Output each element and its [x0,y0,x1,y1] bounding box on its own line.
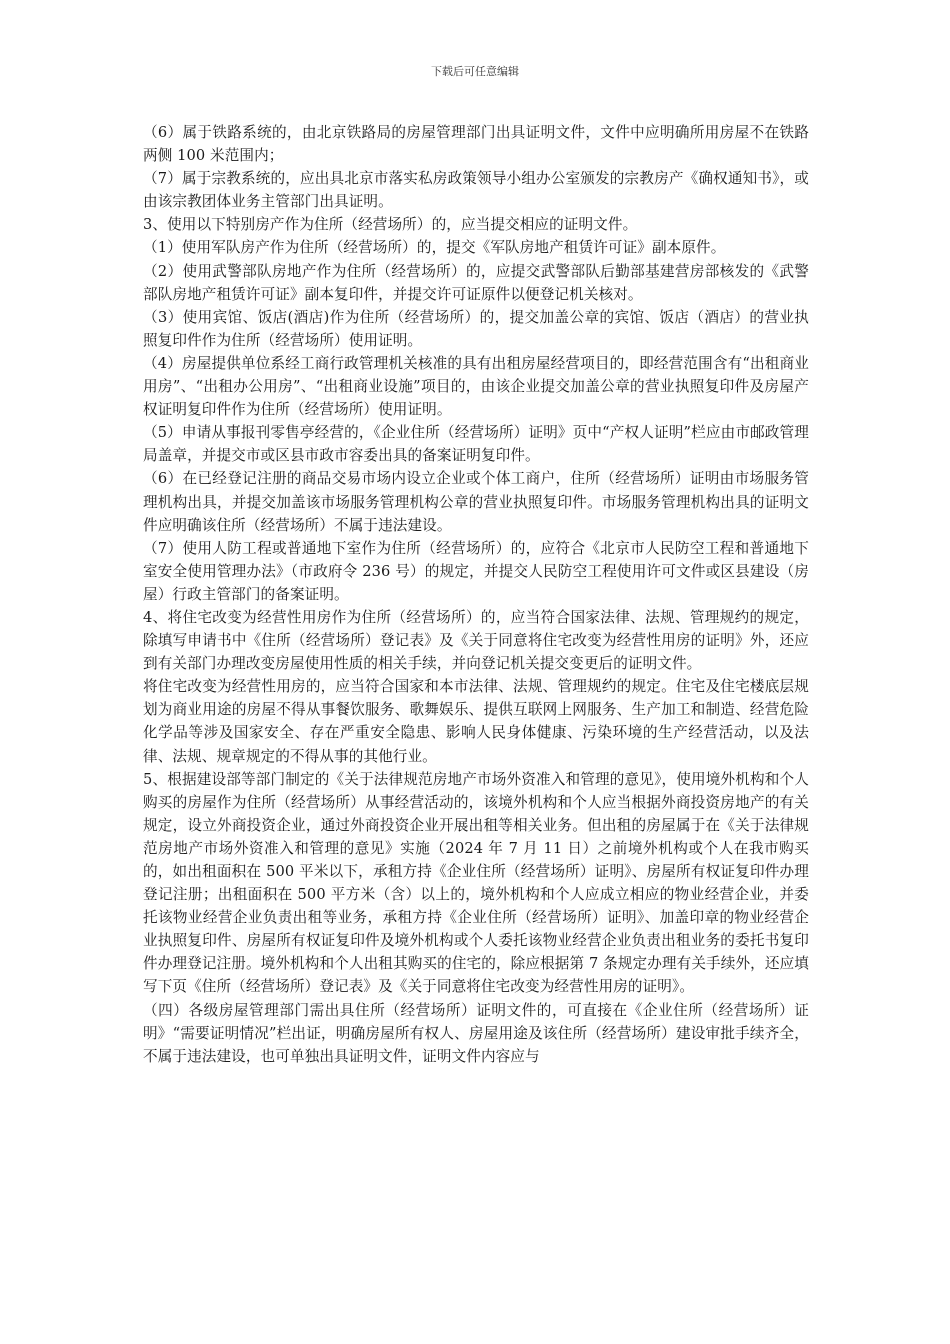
paragraph: （4）房屋提供单位系经工商行政管理机关核准的具有出租房屋经营项目的，即经营范围含有“出租商业用房”、“出租办公用房”、“出租商业设施”项目的，由该企业提交加盖公章的营业执照复印件及房屋产权证明复印件作为住所（经营场所）使用证明。 [143,354,809,419]
paragraph: 5、根据建设部等部门制定的《关于法律规范房地产市场外资准入和管理的意见》，使用境外机构和个人购买的房屋作为住所（经营场所）从事经营活动的，该境外机构和个人应当根据外商投资房地产的有关规定，设立外商投资企业，通过外商投资企业开展出租等相关业务。但出租的房屋属于在《关于法律规范房地产市场外资准入和管理的意见》实施（2024 年 7 月 11 日）之前境外机构或个人在我市购买的，如出租面积在 500 平米以下，承租方持《企业住所（经营场所）证明》、房屋所有权证复印件办理登记注册；出租面积在 500 平方米（含）以上的，境外机构和个人应成立相应的物业经营企业，并委托该物业经营企业负责出租等业务，承租方持《企业住所（经营场所）证明》、加盖印章的物业经营企业执照复印件、房屋所有权证复印件及境外机构或个人委托该物业经营企业负责出租业务的委托书复印件办理登记注册。境外机构和个人出租其购买的住宅的，除应根据第 7 条规定办理有关手续外，还应填写下页《住所（经营场所）登记表》及《关于同意将住宅改变为经营性用房的证明》。 [143,770,809,996]
paragraph: 4、将住宅改变为经营性用房作为住所（经营场所）的，应当符合国家法律、法规、管理规约的规定，除填写申请书中《住所（经营场所）登记表》及《关于同意将住宅改变为经营性用房的证明》外，还应到有关部门办理改变房屋使用性质的相关手续，并向登记机关提交变更后的证明文件。 [143,608,809,673]
paragraph: （5）申请从事报刊零售亭经营的，《企业住所（经营场所）证明》页中“产权人证明”栏应由市邮政管理局盖章，并提交市或区县市政市容委出具的备案证明复印件。 [143,424,809,465]
paragraph: （四）各级房屋管理部门需出具住所（经营场所）证明文件的，可直接在《企业住所（经营场所）证明》“需要证明情况”栏出证，明确房屋所有权人、房屋用途及该住所（经营场所）建设审批手续齐全，不属于违法建设，也可单独出具证明文件，证明文件内容应与 [143,1001,809,1065]
paragraph: （7）属于宗教系统的，应出具北京市落实私房政策领导小组办公室颁发的宗教房产《确权通知书》，或由该宗教团体业务主管部门出具证明。 [143,170,809,211]
paragraph: （1）使用军队房产作为住所（经营场所）的，提交《军队房地产租赁许可证》副本原件。 [143,239,726,257]
paragraph: （6）在已经登记注册的商品交易市场内设立企业或个体工商户，住所（经营场所）证明由市场服务管理机构出具，并提交加盖该市场服务管理机构公章的营业执照复印件。市场服务管理机构出具的证明文件应明确该住所（经营场所）不属于违法建设。 [143,470,809,534]
paragraph: （2）使用武警部队房地产作为住所（经营场所）的，应提交武警部队后勤部基建营房部核发的《武警部队房地产租赁许可证》副本复印件，并提交许可证原件以便登记机关核对。 [143,262,809,303]
paragraph: （7）使用人防工程或普通地下室作为住所（经营场所）的，应符合《北京市人民防空工程和普通地下室安全使用管理办法》（市政府令 236 号）的规定，并提交人民防空工程使用许可文件或区县建设（房屋）行政主管部门的备案证明。 [143,539,809,603]
page-header: 下载后可任意编辑 [431,65,519,78]
paragraph: （3）使用宾馆、饭店(酒店)作为住所（经营场所）的，提交加盖公章的宾馆、饭店（酒店）的营业执照复印件作为住所（经营场所）使用证明。 [143,308,809,349]
document-body [143,121,809,1068]
paragraph: 将住宅改变为经营性用房的，应当符合国家和本市法律、法规、管理规约的规定。住宅及住宅楼底层规划为商业用途的房屋不得从事餐饮服务、歌舞娱乐、提供互联网上网服务、生产加工和制造、经营危险化学品等涉及国家安全、存在严重安全隐患、影响人民身体健康、污染环境的生产经营活动，以及法律、法规、规章规定的不得从事的其他行业。 [143,678,809,765]
paragraph: （6）属于铁路系统的，由北京铁路局的房屋管理部门出具证明文件，文件中应明确所用房屋不在铁路两侧 100 米范围内； [143,124,809,165]
paragraph: 3、使用以下特别房产作为住所（经营场所）的，应当提交相应的证明文件。 [143,216,638,234]
